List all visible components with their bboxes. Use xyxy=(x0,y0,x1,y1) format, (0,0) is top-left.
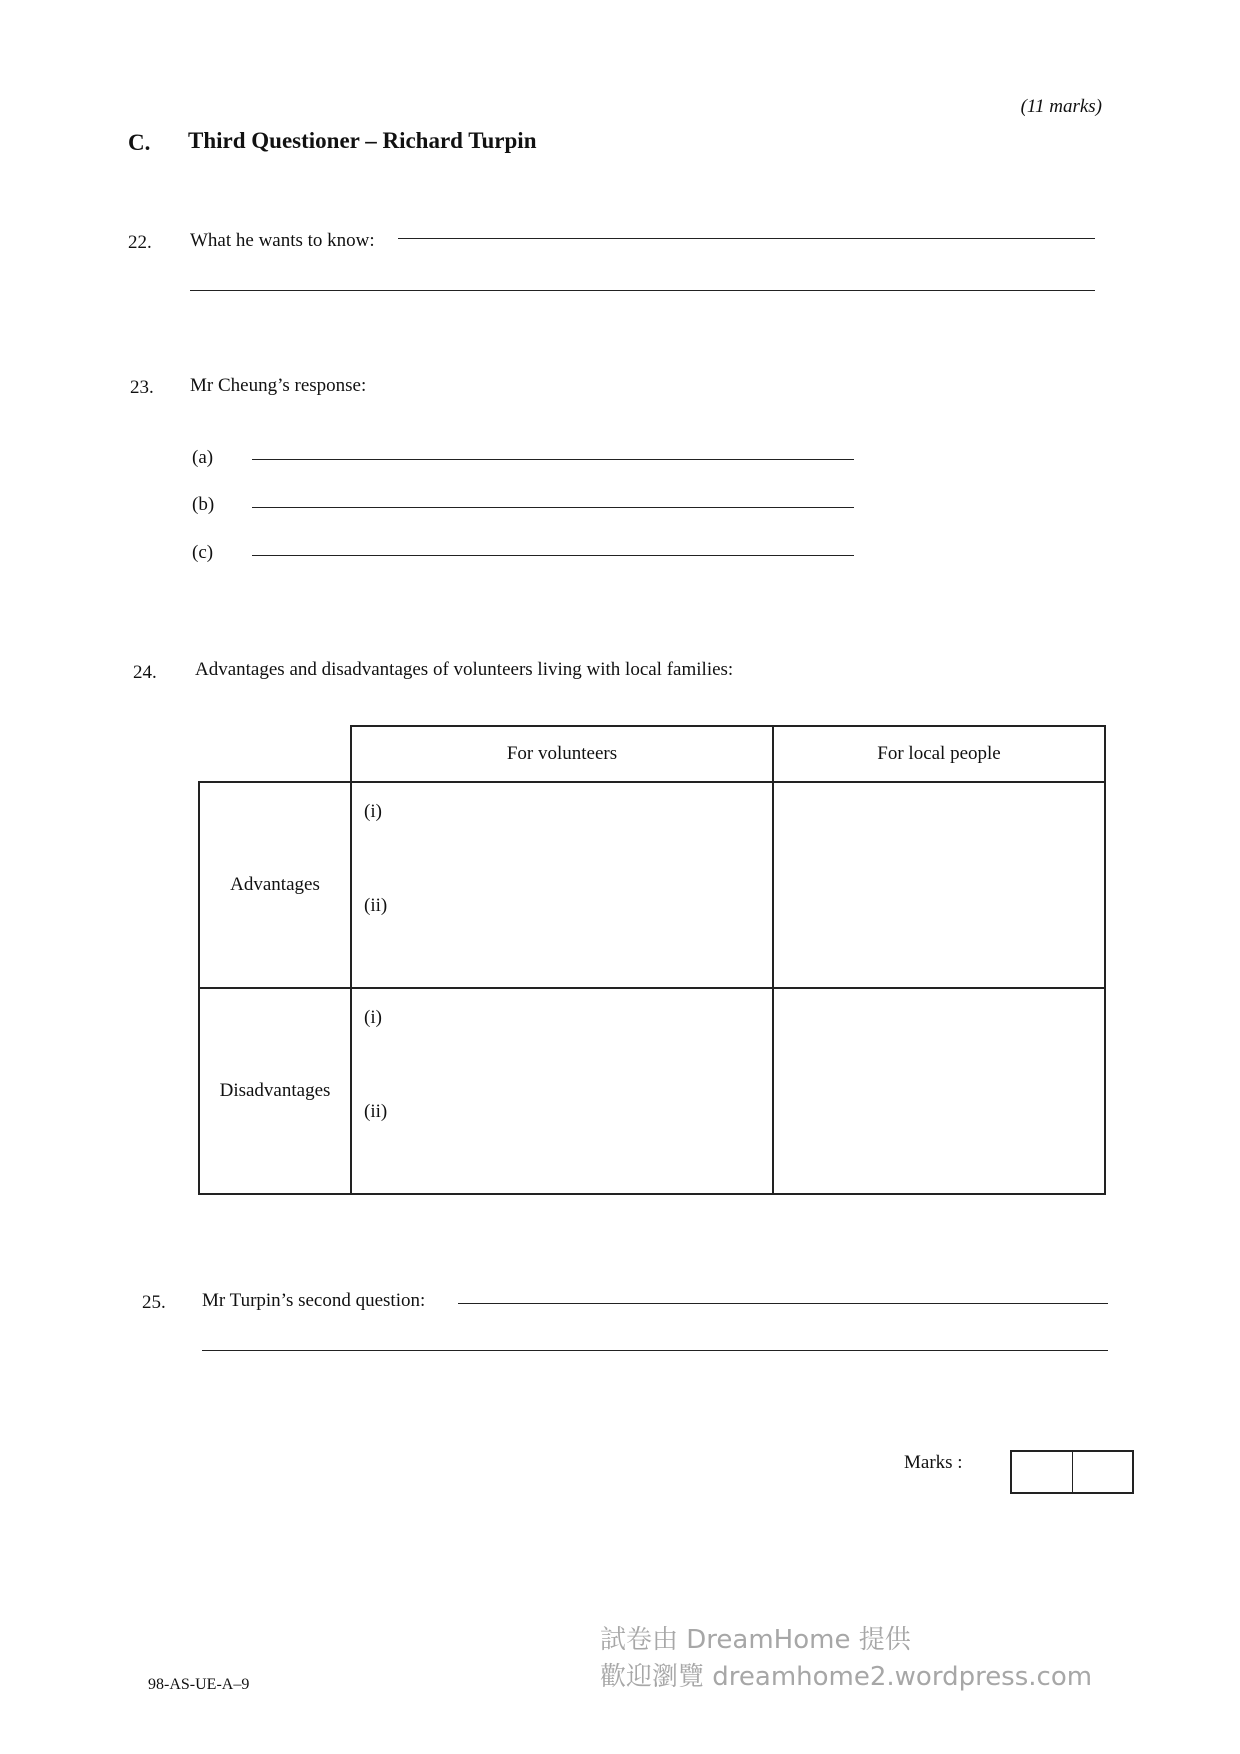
question-23-text: Mr Cheung’s response: xyxy=(190,375,367,396)
cell-disadvantages-local[interactable] xyxy=(773,988,1105,1194)
item-ii: (ii) xyxy=(364,895,388,916)
row-label-advantages: Advantages xyxy=(199,782,351,988)
header-for-volunteers: For volunteers xyxy=(351,726,773,782)
q23-answer-line-a[interactable] xyxy=(252,459,854,460)
q22-answer-line-2[interactable] xyxy=(190,290,1095,291)
total-marks: (11 marks) xyxy=(1020,96,1102,117)
page-code: 98-AS-UE-A–9 xyxy=(148,1676,250,1693)
item-ii: (ii) xyxy=(364,1101,388,1122)
watermark-line-2: 歡迎瀏覽 dreamhome2.wordpress.com xyxy=(600,1662,1093,1692)
cell-advantages-local[interactable] xyxy=(773,782,1105,988)
question-25-number: 25. xyxy=(142,1292,166,1313)
watermark-line-1: 試卷由 DreamHome 提供 xyxy=(600,1625,911,1655)
section-title: Third Questioner – Richard Turpin xyxy=(188,128,537,153)
cell-disadvantages-volunteers[interactable] xyxy=(351,988,773,1194)
item-i: (i) xyxy=(364,801,382,822)
question-25-text: Mr Turpin’s second question: xyxy=(202,1290,426,1311)
watermark xyxy=(600,1622,1092,1696)
q23-answer-line-b[interactable] xyxy=(252,507,854,508)
marks-box-cell-1[interactable] xyxy=(1012,1452,1072,1492)
q23-item-a: (a) xyxy=(192,447,214,468)
marks-box-cell-2[interactable] xyxy=(1072,1452,1133,1492)
header-for-local-people: For local people xyxy=(773,726,1105,782)
cell-advantages-volunteers[interactable] xyxy=(351,782,773,988)
advantages-table xyxy=(198,725,1106,1195)
marks-label: Marks : xyxy=(904,1452,963,1473)
question-24-number: 24. xyxy=(133,662,157,683)
q25-answer-line-1[interactable] xyxy=(458,1303,1108,1304)
q23-item-b: (b) xyxy=(192,494,215,515)
row-label-disadvantages: Disadvantages xyxy=(199,988,351,1194)
q23-item-c: (c) xyxy=(192,542,214,563)
marks-box[interactable] xyxy=(1010,1450,1134,1494)
table-corner xyxy=(199,726,351,782)
item-i: (i) xyxy=(364,1007,382,1028)
question-24-text: Advantages and disadvantages of volunteers living with local families: xyxy=(195,659,734,680)
q25-answer-line-2[interactable] xyxy=(202,1350,1108,1351)
q23-answer-line-c[interactable] xyxy=(252,555,854,556)
section-letter: C. xyxy=(128,130,151,155)
question-22-number: 22. xyxy=(128,232,152,253)
q22-answer-line-1[interactable] xyxy=(398,238,1095,239)
question-23-number: 23. xyxy=(130,377,154,398)
question-22-text: What he wants to know: xyxy=(190,230,375,251)
